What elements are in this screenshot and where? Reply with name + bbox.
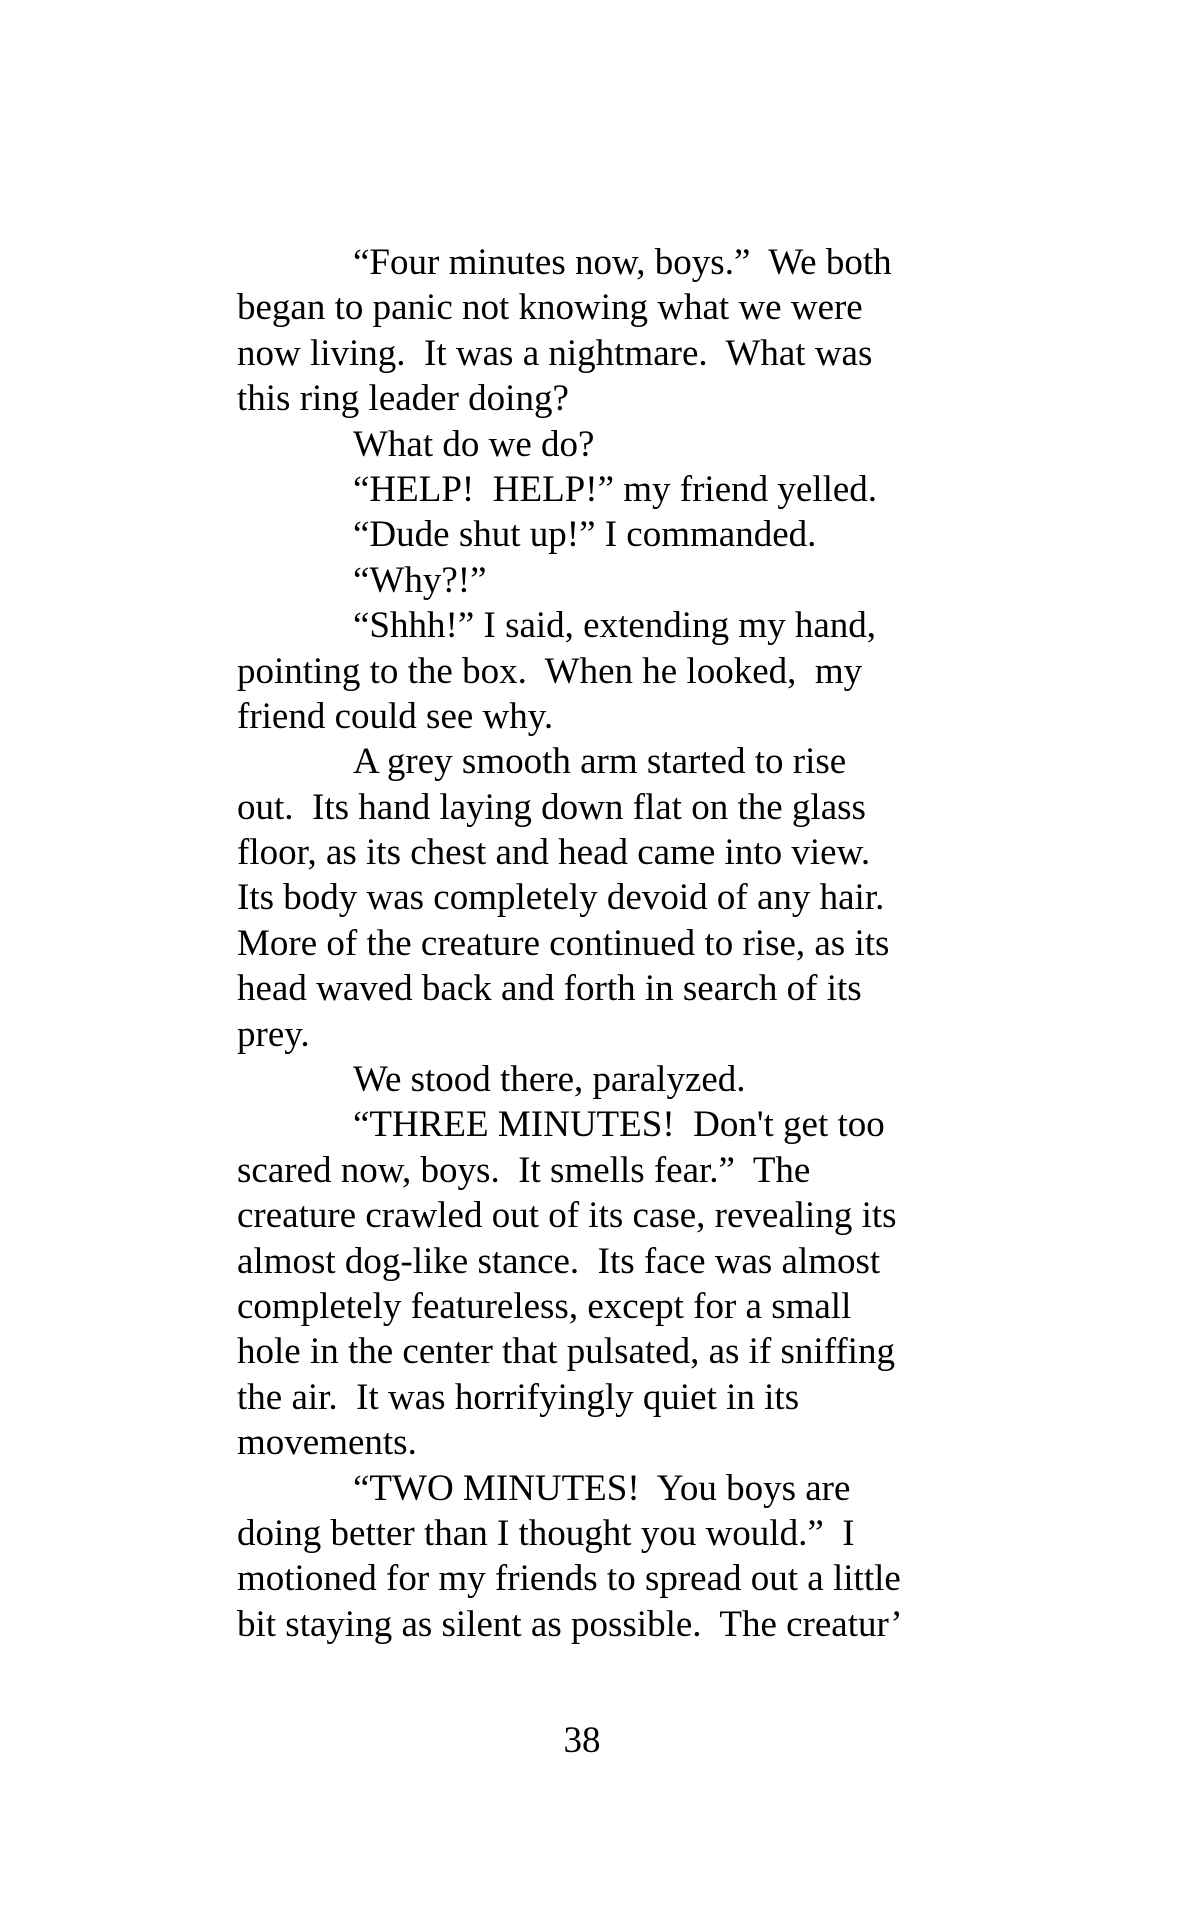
text-line: doing better than I thought you would.” I	[237, 1512, 855, 1554]
text-line: bit staying as silent as possible. The creatur’	[237, 1603, 903, 1645]
page-number: 38	[563, 1720, 601, 1761]
text-line: now living. It was a nightmare. What was	[237, 332, 873, 374]
body-text	[237, 240, 997, 1647]
text-line: completely featureless, except for a small	[237, 1285, 852, 1327]
text-line: More of the creature continued to rise, as its	[237, 922, 890, 964]
text-line: We stood there, paralyzed.	[353, 1059, 746, 1101]
text-line: began to panic not knowing what we were	[237, 287, 863, 329]
text-line: floor, as its chest and head came into view.	[237, 832, 871, 874]
text-line: scared now, boys. It smells fear.” The	[237, 1149, 811, 1191]
text-line: creature crawled out of its case, revealing its	[237, 1195, 897, 1237]
text-line: movements.	[237, 1422, 417, 1464]
text-line: “Dude shut up!” I commanded.	[353, 514, 817, 556]
text-line: “Why?!”	[353, 559, 487, 601]
text-line: “Four minutes now, boys.” We both	[353, 242, 892, 283]
text-line: almost dog-like stance. Its face was almost	[237, 1240, 881, 1282]
text-line: What do we do?	[353, 423, 595, 465]
text-line: “HELP! HELP!” my friend yelled.	[353, 468, 878, 510]
text-line: head waved back and forth in search of its	[237, 968, 862, 1010]
text-line: the air. It was horrifyingly quiet in its	[237, 1376, 800, 1418]
text-line: out. Its hand laying down flat on the glass	[237, 786, 866, 828]
text-line: hole in the center that pulsated, as if sniffing	[237, 1331, 895, 1373]
text-line: motioned for my friends to spread out a little	[237, 1558, 901, 1600]
text-line: pointing to the box. When he looked, my	[237, 650, 863, 692]
text-line: “THREE MINUTES! Don't get too	[353, 1104, 885, 1146]
text-line: “TWO MINUTES! You boys are	[353, 1467, 851, 1509]
text-line: friend could see why.	[237, 695, 554, 737]
text-line: A grey smooth arm started to rise	[353, 741, 847, 783]
text-line: prey.	[237, 1013, 310, 1055]
text-line: “Shhh!” I said, extending my hand,	[353, 605, 877, 647]
text-line: Its body was completely devoid of any hair.	[237, 877, 885, 919]
text-line: this ring leader doing?	[237, 378, 569, 420]
